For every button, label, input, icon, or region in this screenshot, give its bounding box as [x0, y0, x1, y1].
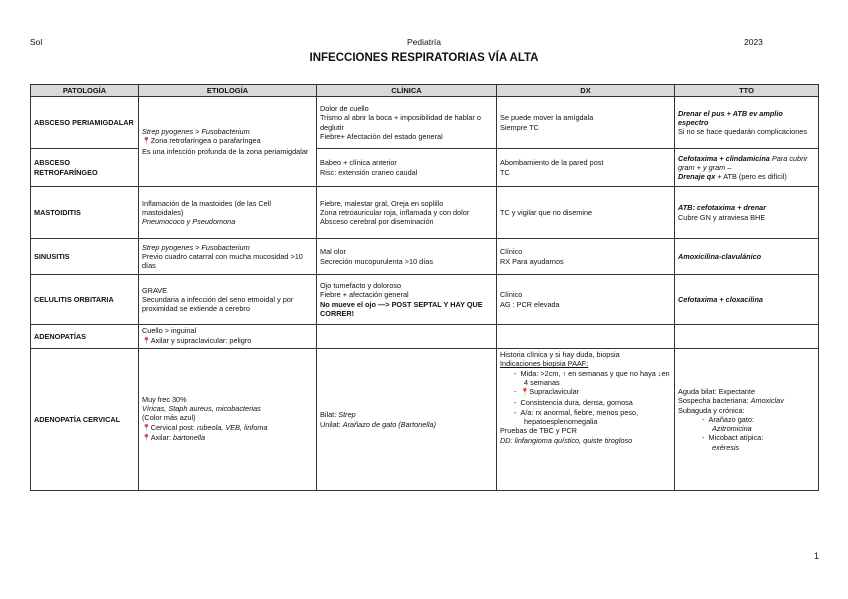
- cell-etiologia: [139, 97, 317, 187]
- dx-line: Indicaciones biopsia PAAF:: [500, 359, 589, 369]
- tto-line: Subaguda y crónica:: [678, 405, 745, 415]
- cli-line: Secreción mucopurulenta >10 días: [320, 256, 433, 266]
- etio-line: Strep pyogenes > Fusobacterium: [142, 242, 250, 252]
- cell-patologia: ADENOPATÍA CERVICAL: [31, 349, 139, 491]
- cell-dx: [497, 325, 675, 349]
- cell-etiologia: [139, 239, 317, 275]
- cell-patologia: CELULITIS ORBITARIA: [31, 275, 139, 325]
- dx-line: Siempre TC: [500, 122, 539, 132]
- dx-line: AG : PCR elevada: [500, 299, 560, 309]
- cell-patologia: MASTOIDITIS: [31, 187, 139, 239]
- tto-line: Aguda bilat: Expectante: [678, 386, 756, 396]
- cell-dx: [497, 275, 675, 325]
- etio-line: Strep pyogenes > Fusobacterium: [142, 126, 250, 136]
- cell-clinica: [317, 97, 497, 149]
- dx-line: Clínico: [500, 247, 523, 257]
- cli-line: Mal olor: [320, 247, 346, 257]
- cell-tto: [675, 349, 819, 491]
- pushpin-icon: 📍: [142, 138, 151, 146]
- cli-line: Fiebre, malestar gral, Oreja en soplillo: [320, 198, 444, 208]
- etio-line: Muy frec 30%: [142, 394, 187, 404]
- cli-line: No mueve el ojo —> POST SEPTAL Y HAY QUE CORRER!: [320, 299, 483, 318]
- pushpin-icon: 📍: [142, 337, 151, 345]
- cell-etiologia: [139, 187, 317, 239]
- tto-line: Sospecha bacteriana: Amoxiclav: [678, 396, 784, 406]
- cli-line: Unilat: Arañazo de gato (Bartonella): [320, 419, 437, 429]
- pushpin-icon: 📍: [142, 435, 151, 443]
- cell-patologia: ABSCESO RETROFARÍNGEO: [31, 149, 139, 187]
- dx-line: Clínico: [500, 290, 523, 300]
- etio-line: (Color más azul): [142, 413, 196, 423]
- col-header-dx: DX: [497, 85, 675, 97]
- dx-line: RX Para ayudarnos: [500, 256, 564, 266]
- cell-clinica: [317, 239, 497, 275]
- table-header-row: [31, 85, 819, 97]
- tto-bullet: - Arañazo gato: Azitromicina: [702, 414, 754, 434]
- col-header-etiologia: ETIOLOGÍA: [139, 85, 317, 97]
- table-row: [31, 349, 819, 491]
- dx-line: Pruebas de TBC y PCR: [500, 426, 577, 436]
- etio-line: Cuello > inguinal: [142, 326, 197, 336]
- tto-line: Cefotaxima + clindamicina Para cubrir gram + y gram –: [678, 153, 808, 172]
- cli-line: Fiebre + afectación general: [320, 290, 409, 300]
- cell-clinica: [317, 187, 497, 239]
- dx-line: TC: [500, 167, 510, 177]
- dx-bullet: - Mida: >2cm, ↑ en semanas y que no haya ↓en 4 semanas: [514, 368, 670, 387]
- header-author: Sol: [30, 37, 43, 47]
- table-row: [31, 239, 819, 275]
- pushpin-icon: 📍: [520, 389, 530, 397]
- cell-tto: [675, 97, 819, 149]
- etio-line: Es una infección profunda de la zona periamigdalar: [142, 146, 309, 156]
- pushpin-icon: 📍: [142, 424, 151, 432]
- infections-table: [30, 84, 819, 491]
- tto-bullet: - Micobact atípica: exéresis: [702, 433, 764, 452]
- cli-line: Absceso cerebral por diseminación: [320, 217, 434, 227]
- etio-line: Previo cuadro catarral con mucha mucosidad >10 días: [142, 251, 303, 271]
- cell-tto: Amoxicilina-clavulánico: [675, 239, 819, 275]
- etio-line: Secundaria a infección del seno etmoidal y por proximidad se extiende a cerebro: [142, 294, 294, 314]
- cli-line: Fiebre+ Afectación del estado general: [320, 131, 443, 141]
- dx-bullet: - Consistencia dura, densa, gomosa: [514, 398, 633, 408]
- table-row: [31, 325, 819, 349]
- tto-line: Cubre GN y atraviesa BHE: [678, 212, 766, 222]
- cell-dx: [497, 349, 675, 491]
- cell-clinica: [317, 325, 497, 349]
- etio-line: 📍Cervical post: rubeola, VEB, linfoma: [142, 422, 268, 432]
- cell-etiologia: [139, 325, 317, 349]
- col-header-patologia: PATOLOGÍA: [31, 85, 139, 97]
- cli-line: Zona retroauricular roja, inflamada y con dolor: [320, 207, 470, 217]
- cell-tto: [675, 187, 819, 239]
- col-header-clinica: CLÍNICA: [317, 85, 497, 97]
- cli-line: Risc: extensión craneo caudal: [320, 167, 418, 177]
- cell-tto: [675, 325, 819, 349]
- cli-line: Ojo tumefacto y doloroso: [320, 280, 402, 290]
- table-row: [31, 97, 819, 149]
- cell-patologia: ADENOPATÍAS: [31, 325, 139, 349]
- tto-line: Drenaje qx + ATB (pero es difícil): [678, 172, 787, 182]
- col-header-tto: TTO: [675, 85, 819, 97]
- cell-patologia: ABSCESO PERIAMIGDALAR: [31, 97, 139, 149]
- cell-patologia: SINUSITIS: [31, 239, 139, 275]
- etio-line: Inflamación de la mastoides (de las Cell mastoidales): [142, 198, 271, 217]
- tto-line: ATB: cefotaxima + drenar: [678, 203, 767, 213]
- page-number: 1: [814, 551, 820, 561]
- dx-bullet: - A/a: rx anormal, fiebre, menos peso, hepatoesplenomegalia: [514, 407, 639, 426]
- dx-line: Historia clínica y si hay duda, biopsia: [500, 350, 620, 359]
- etio-line: 📍Axilar: bartonella: [142, 433, 206, 443]
- etio-line: 📍Zona retrofaríngea o parafaríngea: [142, 136, 261, 146]
- cell-etiologia: [139, 275, 317, 325]
- table-row: [31, 187, 819, 239]
- dx-bullet: - 📍Supraclavicular: [514, 387, 580, 397]
- cell-dx: [497, 97, 675, 149]
- cli-line: Babeo + clínica anterior: [320, 158, 397, 168]
- dx-line: DD: linfangioma quístico, quiste tirogloso: [500, 435, 633, 445]
- cell-clinica: [317, 275, 497, 325]
- cell-dx: [497, 149, 675, 187]
- cli-line: Trismo al abrir la boca + imposibilidad de hablar o deglutir: [320, 113, 481, 132]
- cell-tto: [675, 149, 819, 187]
- etio-line: 📍Axilar y supraclavicular: peligro: [142, 335, 252, 345]
- table-row: [31, 275, 819, 325]
- tto-line: Drenar el pus + ATB ev amplio espectro: [678, 108, 783, 127]
- etio-line: Pneumococo y Pseudomona: [142, 217, 236, 227]
- cell-clinica: [317, 349, 497, 491]
- cell-etiologia: [139, 349, 317, 491]
- tto-line: Si no se hace quedarán complicaciones: [678, 127, 807, 137]
- etio-line: Víricas, Staph aureus, micobacterias: [142, 403, 261, 413]
- dx-line: Se puede mover la amígdala: [500, 113, 594, 123]
- cell-dx: TC y vigilar que no disemine: [497, 187, 675, 239]
- etio-line: GRAVE: [142, 285, 168, 295]
- header-subject: Pediatría: [406, 37, 442, 47]
- cli-line: Bilat: Strep: [320, 410, 356, 420]
- cell-tto: Cefotaxima + cloxacilina: [675, 275, 819, 325]
- dx-line: Abombamiento de la pared post: [500, 158, 604, 168]
- cli-line: Dolor de cuello: [320, 103, 369, 113]
- cell-dx: [497, 239, 675, 275]
- cell-clinica: [317, 149, 497, 187]
- header-year: 2023: [744, 37, 763, 47]
- page-title: INFECCIONES RESPIRATORIAS VÍA ALTA: [309, 52, 539, 64]
